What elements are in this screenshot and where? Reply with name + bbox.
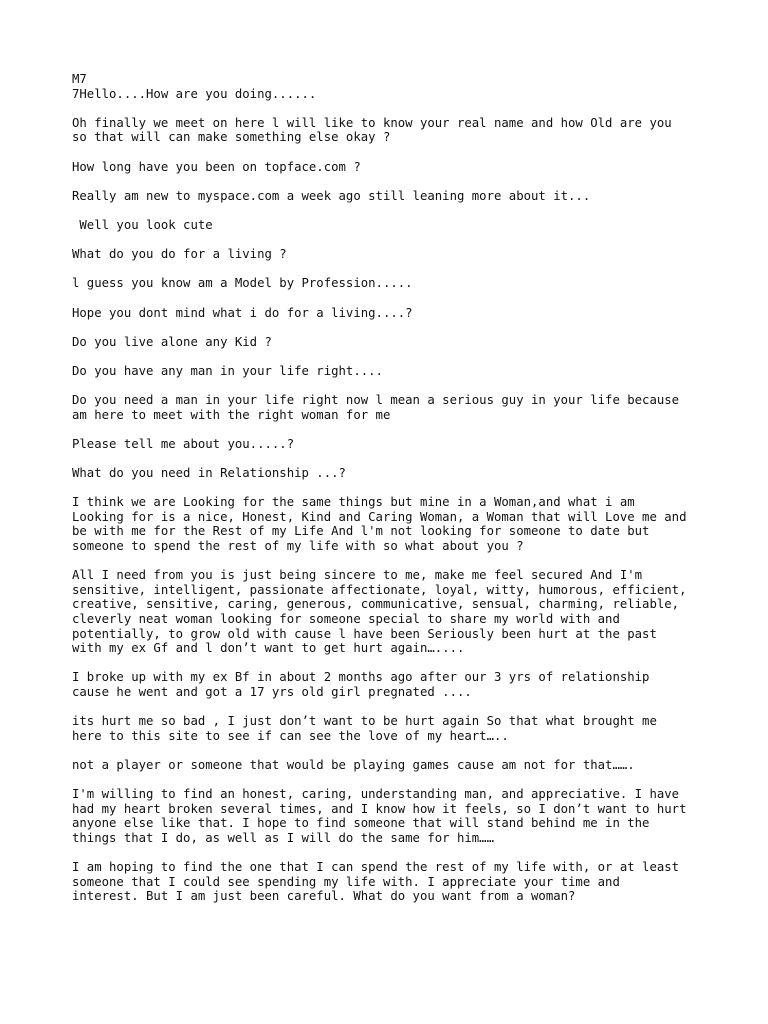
paragraph: Hope you dont mind what i do for a living....? <box>72 305 413 320</box>
header-line-1: M7 <box>72 72 87 86</box>
paragraph: Do you need a man in your life right now l mean a serious guy in your life because am here to meet with the right woman for me <box>72 393 680 422</box>
document-page <box>72 72 712 918</box>
header-line-2: 7Hello....How are you doing...... <box>72 86 317 101</box>
paragraph: I broke up with my ex Bf in about 2 months ago after our 3 yrs of relationship cause he went and got a 17 yrs old girl pregnated .... <box>72 670 650 699</box>
paragraph: I am hoping to find the one that I can spend the rest of my life with, or at least someone that I could see spending my life with. I appreciate your time and interest. But I am just been careful. What do you want from a woman? <box>72 860 680 904</box>
paragraph: All I need from you is just being sincere to me, make me feel secured And I'm sensitive, intelligent, passionate affectionate, loyal, witty, humorous, efficient, creative, sensitive, caring, generous, communicative, sensual, charming, reliable, cleverly neat woman looking for someone special to share my world with and potentially, to grow old with cause l have been Seriously been hurt at the past with my ex Gf and l don’t want to get hurt again….... <box>72 568 687 656</box>
paragraph: not a player or someone that would be playing games cause am not for that……. <box>72 757 635 772</box>
paragraph: Well you look cute <box>72 217 213 232</box>
paragraph: Please tell me about you.....? <box>72 436 295 451</box>
paragraph: I'm willing to find an honest, caring, understanding man, and appreciative. I have had my heart broken several times, and I know how it feels, so I don’t want to hurt anyone else like that. I hope to find someone that will stand behind me in the things that I do, as well as I will do the same for him…… <box>72 787 687 845</box>
paragraph: its hurt me so bad , I just don’t want to be hurt again So that what brought me here to this site to see if can see the love of my heart….. <box>72 714 657 743</box>
paragraph: Oh finally we meet on here l will like to know your real name and how Old are you so that will can make something else okay ? <box>72 115 672 145</box>
paragraph: What do you need in Relationship ...? <box>72 466 346 481</box>
paragraph: How long have you been on topface.com ? <box>72 159 361 174</box>
paragraph: Do you live alone any Kid ? <box>72 334 272 349</box>
paragraph: Really am new to myspace.com a week ago still leaning more about it... <box>72 188 591 203</box>
paragraph: What do you do for a living ? <box>72 247 287 262</box>
paragraph: Do you have any man in your life right.... <box>72 363 383 378</box>
paragraph: I think we are Looking for the same things but mine in a Woman,and what i am Looking for is a nice, Honest, Kind and Caring Woman, a Woman that will Love me and be with me for the Rest of my Life And l'm not looking for someone to date but someone to spend the rest of my life with so what about you ? <box>72 495 687 553</box>
paragraph: l guess you know am a Model by Profession..... <box>72 276 413 291</box>
